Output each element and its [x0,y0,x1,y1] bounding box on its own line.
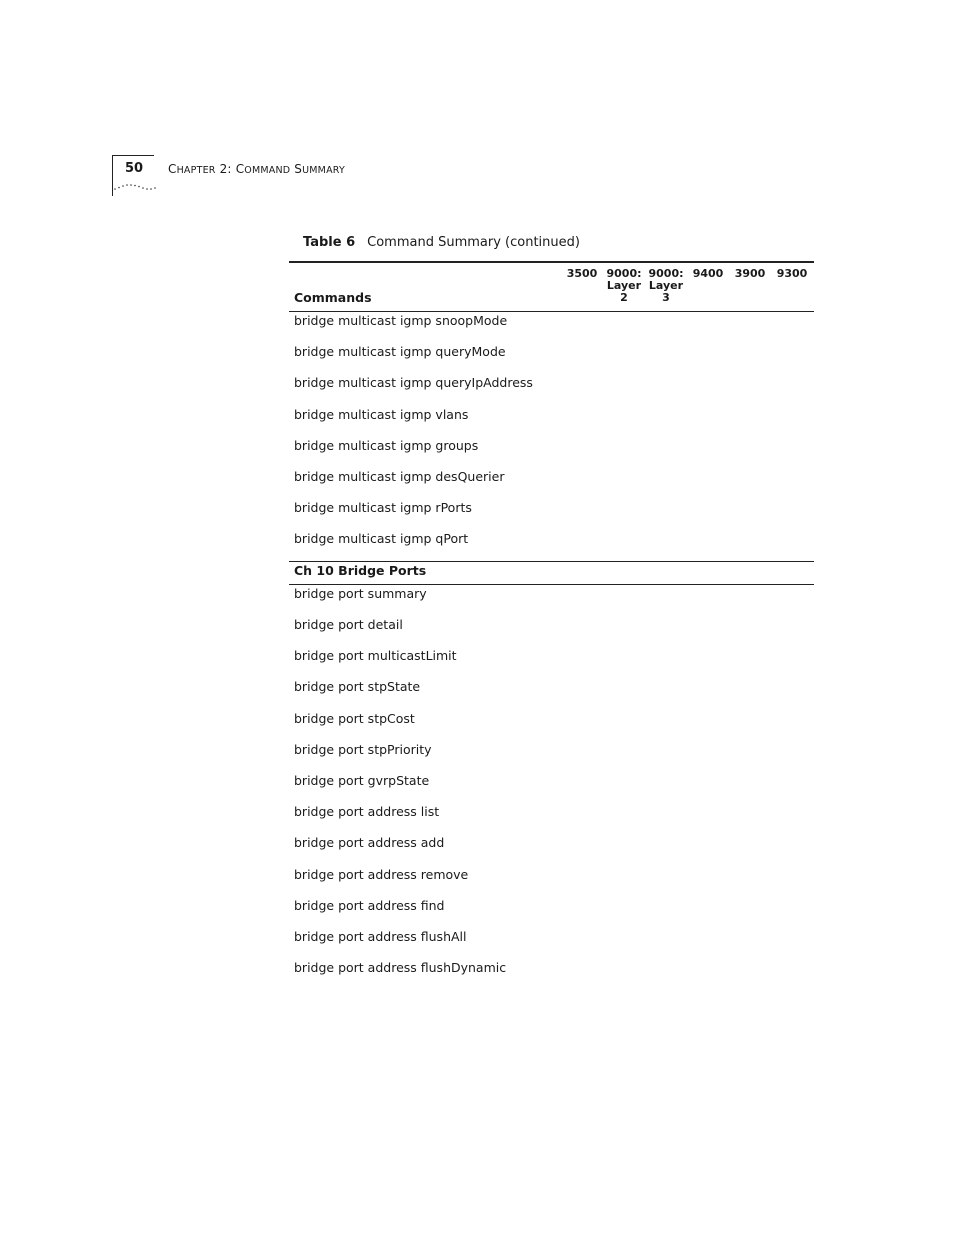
commands-column-header: Commands [294,290,372,305]
table-row: bridge multicast igmp vlans [294,407,469,422]
page-number: 50 [125,161,144,176]
table-row: bridge multicast igmp snoopMode [294,313,508,328]
dotted-decoration [114,183,156,191]
table-row: bridge port summary [294,586,427,601]
column-header-3900: 3900 [734,267,766,280]
table-row: bridge port multicastLimit [294,648,457,663]
header-bottom-rule [289,311,814,312]
table-row: bridge port stpState [294,679,421,694]
table-top-rule [289,261,814,263]
table-row: bridge multicast igmp rPorts [294,500,472,515]
table-row: bridge multicast igmp queryIpAddress [294,375,533,390]
table-row: bridge port stpCost [294,711,415,726]
column-header-9400: 9400 [692,267,724,280]
table-row: bridge multicast igmp groups [294,438,479,453]
chapter-title: CHAPTER 2: COMMAND SUMMARY [168,162,345,176]
table-row: bridge multicast igmp desQuerier [294,469,505,484]
section-bottom-rule [289,584,814,585]
table-row: bridge port address add [294,835,445,850]
table-caption-text: Command Summary (continued) [367,235,580,250]
section-title: Ch 10 Bridge Ports [294,563,427,578]
table-row: bridge port address remove [294,867,469,882]
column-header-9000-layer2: 9000: Layer 2 [606,267,642,304]
table-row: bridge port address flushAll [294,929,467,944]
column-header-9300: 9300 [776,267,808,280]
table-row: bridge multicast igmp queryMode [294,344,506,359]
table-row: bridge port gvrpState [294,773,430,788]
table-row: bridge port stpPriority [294,742,432,757]
table-row: bridge port address flushDynamic [294,960,507,975]
table-caption [303,235,580,250]
table-row: bridge port address find [294,898,445,913]
table-row: bridge port address list [294,804,440,819]
table-label: Table 6 [303,235,356,250]
section-top-rule [289,561,814,562]
table-row: bridge port detail [294,617,403,632]
column-header-9000-layer3: 9000: Layer 3 [648,267,684,304]
table-row: bridge multicast igmp qPort [294,531,469,546]
column-header-3500: 3500 [566,267,598,280]
